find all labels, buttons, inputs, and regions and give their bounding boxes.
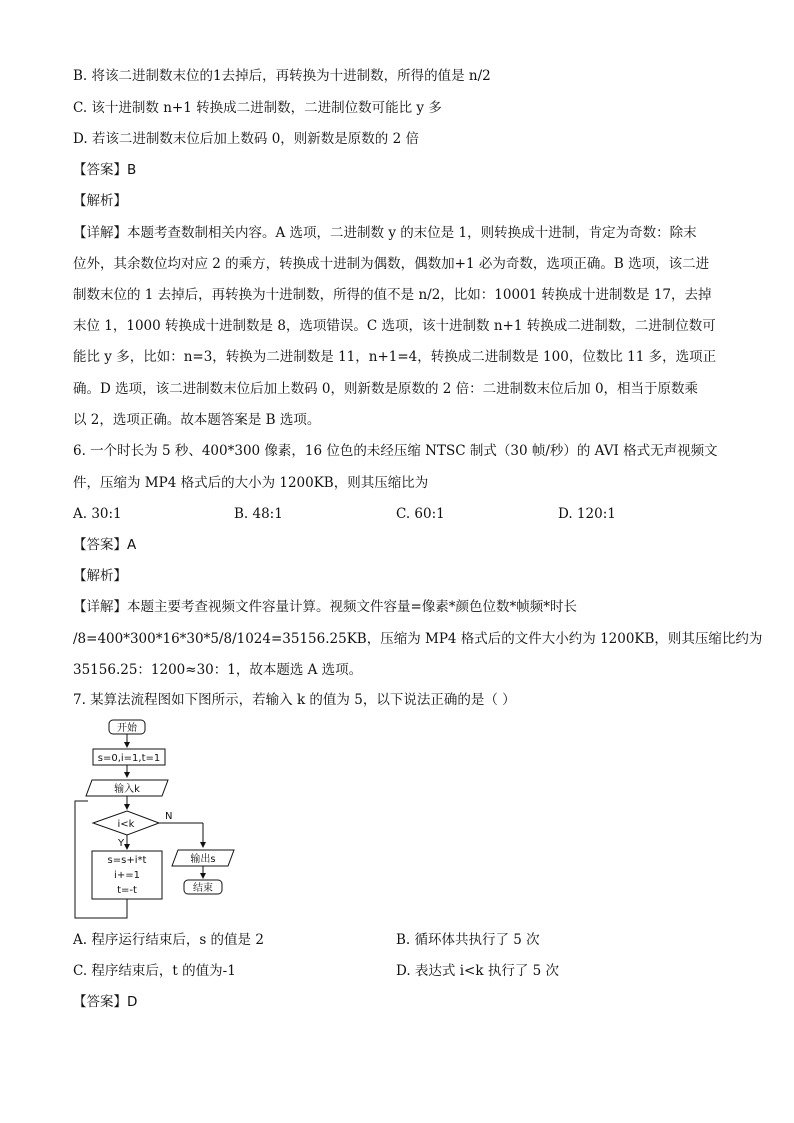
q5-detail-line: 确。D 选项，该二进制数末位后加上数码 0，则新数是原数的 2 倍：二进制数末位后加 0，相当于原数乘 xyxy=(73,381,699,397)
q7-option-b: B. 循环体共执行了 5 次 xyxy=(396,932,540,948)
q6-detail-line: 35156.25：1200≈30：1，故本题选 A 选项。 xyxy=(73,662,363,678)
q6-stem-line: 6. 一个时长为 5 秒、400*300 像素，16 位色的未经压缩 NTSC 制式（30 帧/秒）的 AVI 格式无声视频文 xyxy=(73,443,718,459)
q7-answer: 【答案】D xyxy=(73,994,138,1010)
flowchart-condition-label: i<k xyxy=(117,819,135,830)
q6-stem-line: 件，压缩为 MP4 格式后的大小为 1200KB，则其压缩比为 xyxy=(73,475,429,491)
q5-detail-line: 【详解】本题考查数制相关内容。A 选项，二进制数 y 的末位是 1，则转换成十进制，肯定为奇数：除末 xyxy=(73,225,697,241)
q7-option-a: A. 程序运行结束后，s 的值是 2 xyxy=(73,932,264,948)
q5-analysis-label: 【解析】 xyxy=(73,193,127,209)
flowchart-output-label: 输出s xyxy=(190,854,216,865)
flowchart-start-label: 开始 xyxy=(117,723,137,734)
q5-detail-line: 能比 y 多，比如：n=3，转换为二进制数是 11，n+1=4，转换成二进制数是 100，位数比 11 多，选项正 xyxy=(73,349,717,365)
q5-detail-line: 末位 1，1000 转换成十进制数是 8，选项错误。C 选项，该十进制数 n+1 转换成二进制数，二进制位数可 xyxy=(73,318,716,334)
q6-option-c: C. 60:1 xyxy=(396,506,445,522)
q5-option-b: B. 将该二进制数末位的1去掉后，再转换为十进制数，所得的值是 n/2 xyxy=(73,68,491,84)
flowchart-body-line: i+=1 xyxy=(114,870,140,881)
flowchart-init-label: s=0,i=1,t=1 xyxy=(97,753,161,764)
q6-analysis-label: 【解析】 xyxy=(73,568,127,584)
q6-option-a: A. 30:1 xyxy=(73,506,122,522)
flowchart-end-label: 结束 xyxy=(193,883,213,894)
q5-option-c: C. 该十进制数 n+1 转换成二进制数，二进制位数可能比 y 多 xyxy=(73,100,442,116)
q7-option-c: C. 程序结束后，t 的值为-1 xyxy=(73,963,236,979)
q6-answer: 【答案】A xyxy=(73,537,137,553)
q5-option-d: D. 若该二进制数末位后加上数码 0，则新数是原数的 2 倍 xyxy=(73,131,419,147)
q5-answer: 【答案】B xyxy=(73,162,137,178)
flowchart-yes-label: Y xyxy=(118,838,125,849)
flowchart-input-label: 输入k xyxy=(114,784,140,795)
q6-option-d: D. 120:1 xyxy=(558,506,616,522)
q7-option-d: D. 表达式 i<k 执行了 5 次 xyxy=(396,963,559,979)
q7-stem: 7. 某算法流程图如下图所示，若输入 k 的值为 5，以下说法正确的是（ ） xyxy=(73,692,516,708)
q6-option-b: B. 48:1 xyxy=(234,506,283,522)
q6-detail-line: /8=400*300*16*30*5/8/1024=35156.25KB，压缩为 MP4 格式后的文件大小约为 1200KB，则其压缩比约为 xyxy=(73,631,763,647)
q5-detail-line: 位外，其余数位均对应 2 的乘方，转换成十进制为偶数，偶数加+1 必为奇数，选项正确。B 选项，该二进 xyxy=(73,256,710,272)
flowchart-body-line: s=s+i*t xyxy=(107,855,147,866)
q6-detail-line: 【详解】本题主要考查视频文件容量计算。视频文件容量=像素*颜色位数*帧频*时长 xyxy=(73,599,578,615)
q5-detail-line: 以 2，选项正确。故本题答案是 B 选项。 xyxy=(73,412,321,428)
flowchart-body-line: t=-t xyxy=(117,885,137,896)
flowchart-no-label: N xyxy=(165,811,173,822)
q5-detail-line: 制数末位的 1 去掉后，再转换为十进制数，所得的值不是 n/2，比如：10001 转换成十进制数是 17，去掉 xyxy=(73,287,712,303)
